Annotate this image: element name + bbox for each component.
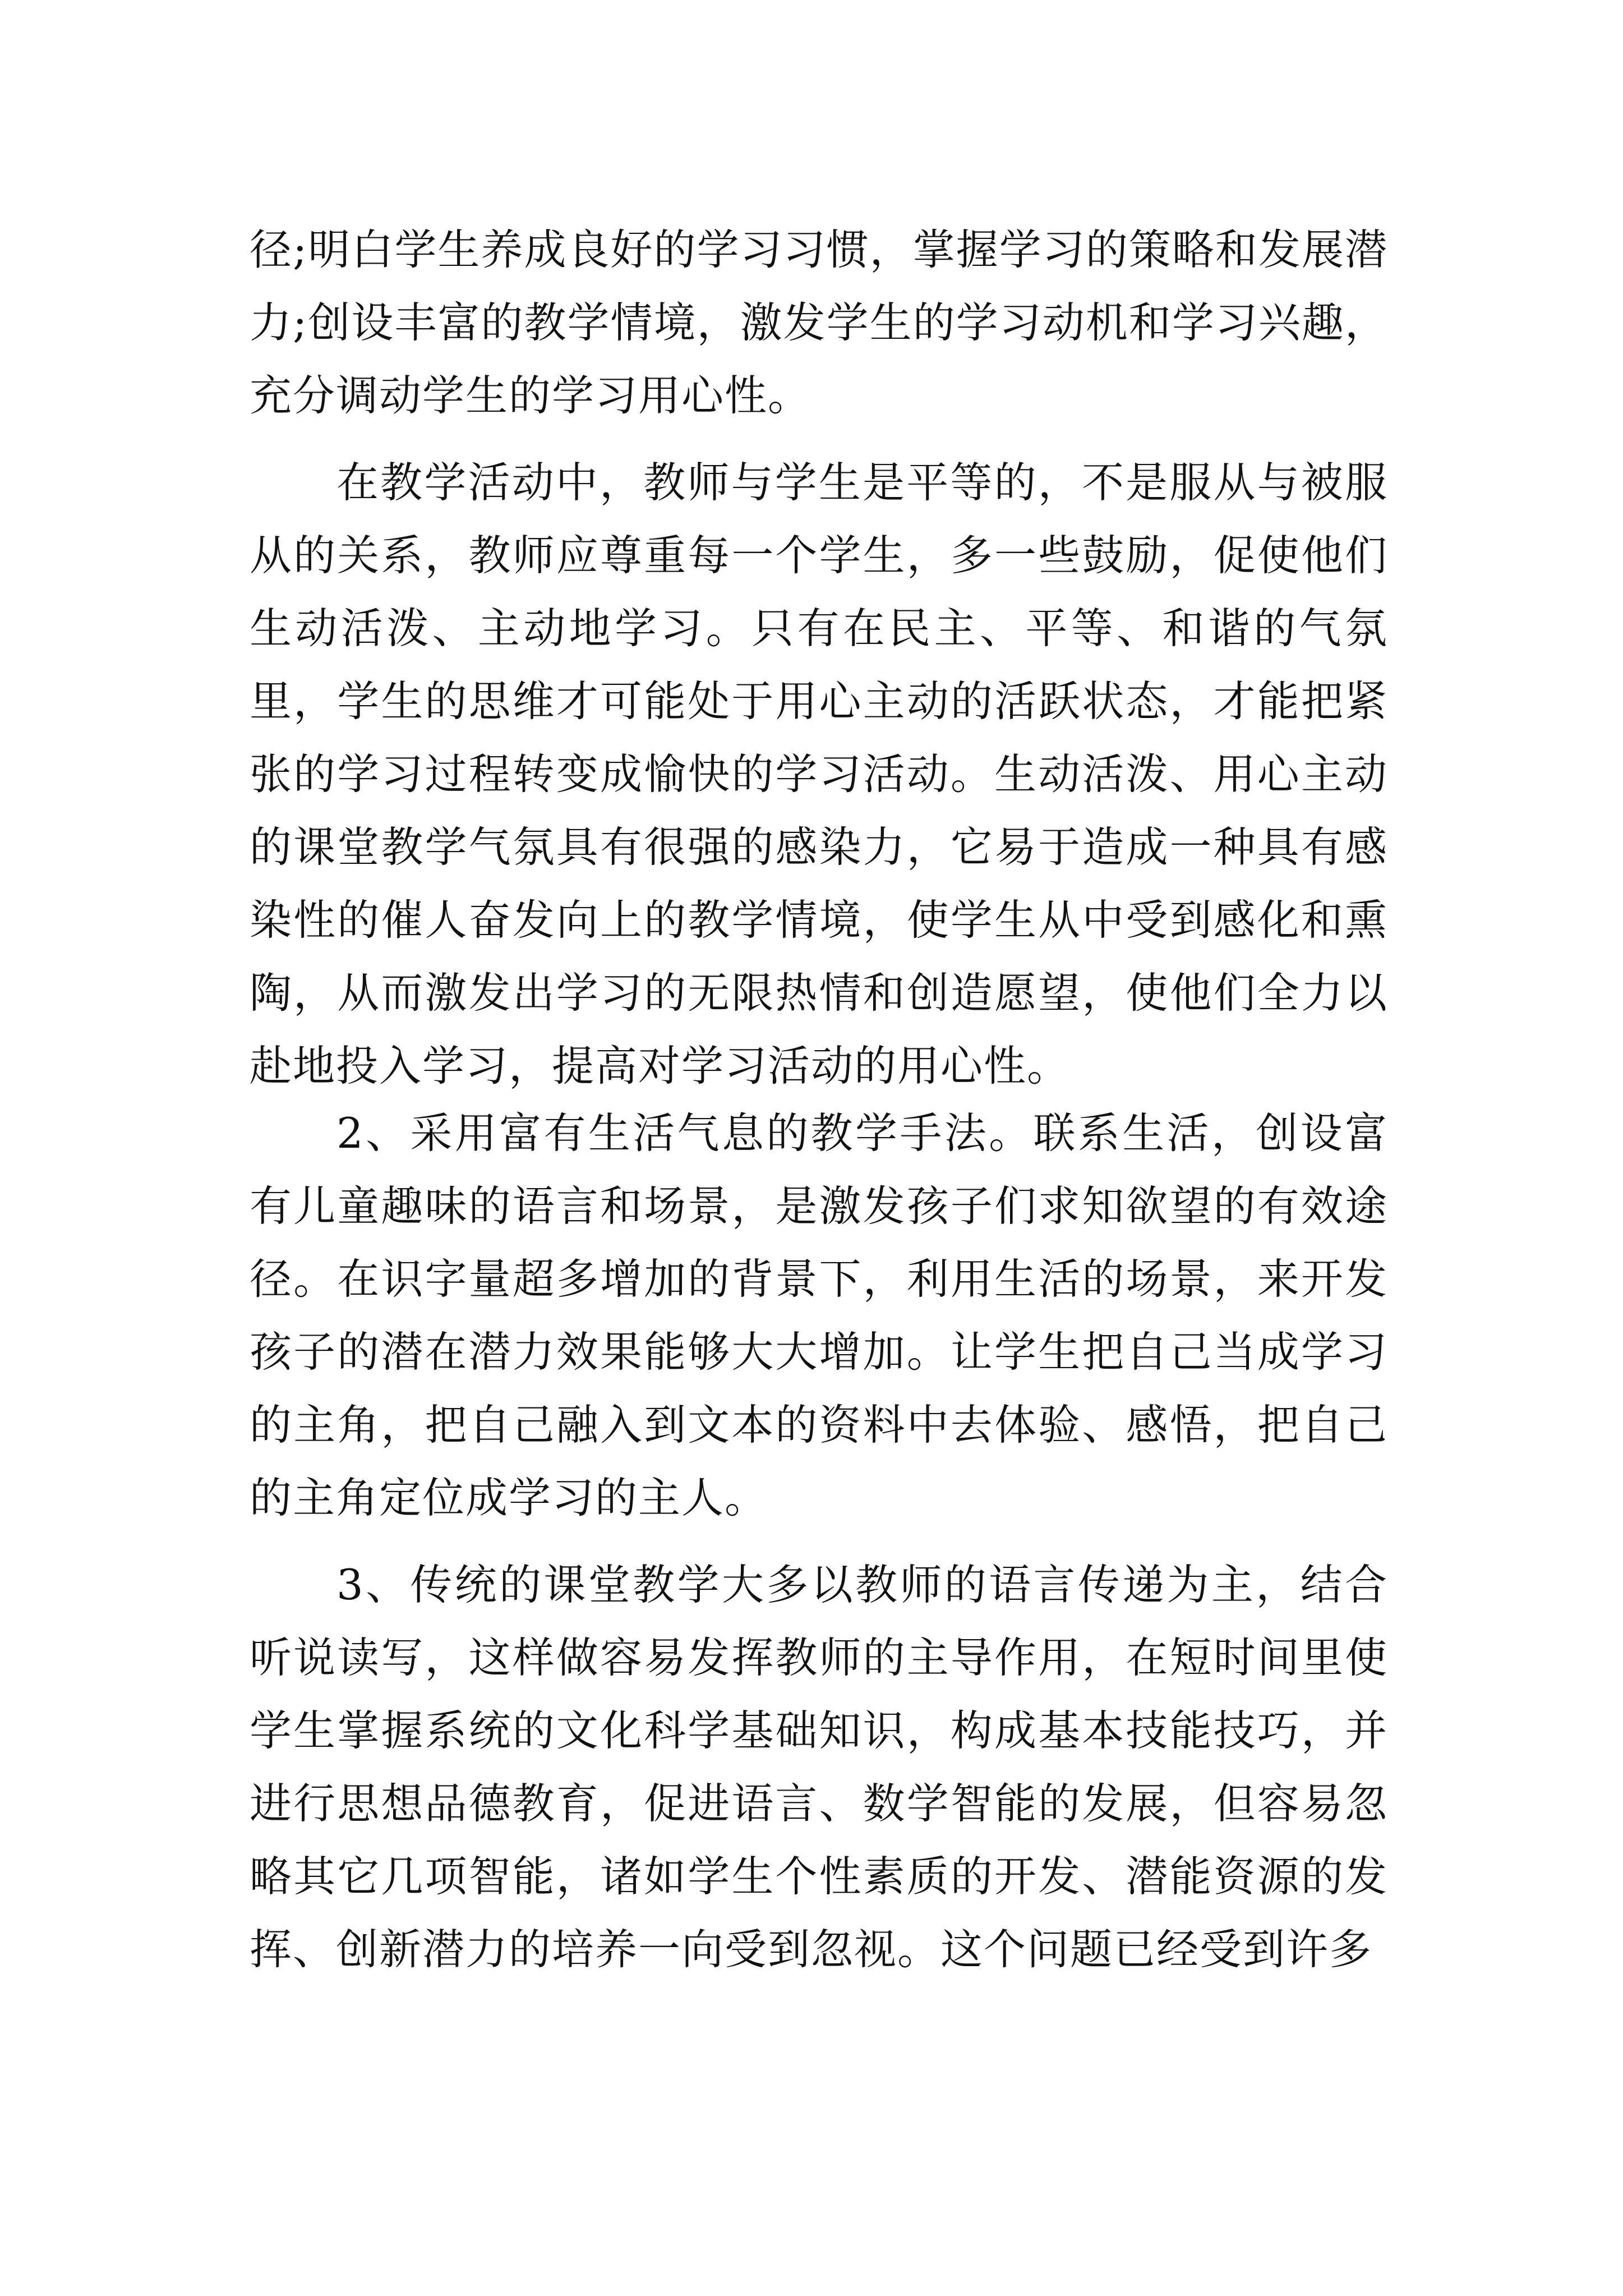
paragraph-1: 径;明白学生养成良好的学习习惯，掌握学习的策略和发展潜力;创设丰富的教学情境，激发学生的学习动机和学习兴趣，充分调动学生的学习用心性。: [250, 225, 1388, 420]
paragraph-4: 3、传统的课堂教学大多以教师的语言传递为主，结合听说读写，这样做容易发挥教师的主导作用，在短时间里使学生掌握系统的文化科学基础知识，构成基本技能技巧，并进行思想品德教育，促进语言、数学智能的发展，但容易忽略其它几项智能，诸如学生个性素质的开发、潜能资源的发挥、创新潜力的培养一向受到忽视。这个问题已经受到许多: [250, 1560, 1388, 1974]
paragraph-3: 2、采用富有生活气息的教学手法。联系生活，创设富有儿童趣味的语言和场景，是激发孩子们求知欲望的有效途径。在识字量超多增加的背景下，利用生活的场景，来开发孩子的潜在潜力效果能够大大增加。让学生把自己当成学习的主角，把自己融入到文本的资料中去体验、感悟，把自己的主角定位成学习的主人。: [250, 1108, 1388, 1522]
paragraph-2: 在教学活动中，教师与学生是平等的，不是服从与被服从的关系，教师应尊重每一个学生，多一些鼓励，促使他们生动活泼、主动地学习。只有在民主、平等、和谐的气氛里，学生的思维才可能处于用心主动的活跃状态，才能把紧张的学习过程转变成愉快的学习活动。生动活泼、用心主动的课堂教学气氛具有很强的感染力，它易于造成一种具有感染性的催人奋发向上的教学情境，使学生从中受到感化和熏陶，从而激发出学习的无限热情和创造愿望，使他们全力以赴地投入学习，提高对学习活动的用心性。: [250, 458, 1388, 1091]
